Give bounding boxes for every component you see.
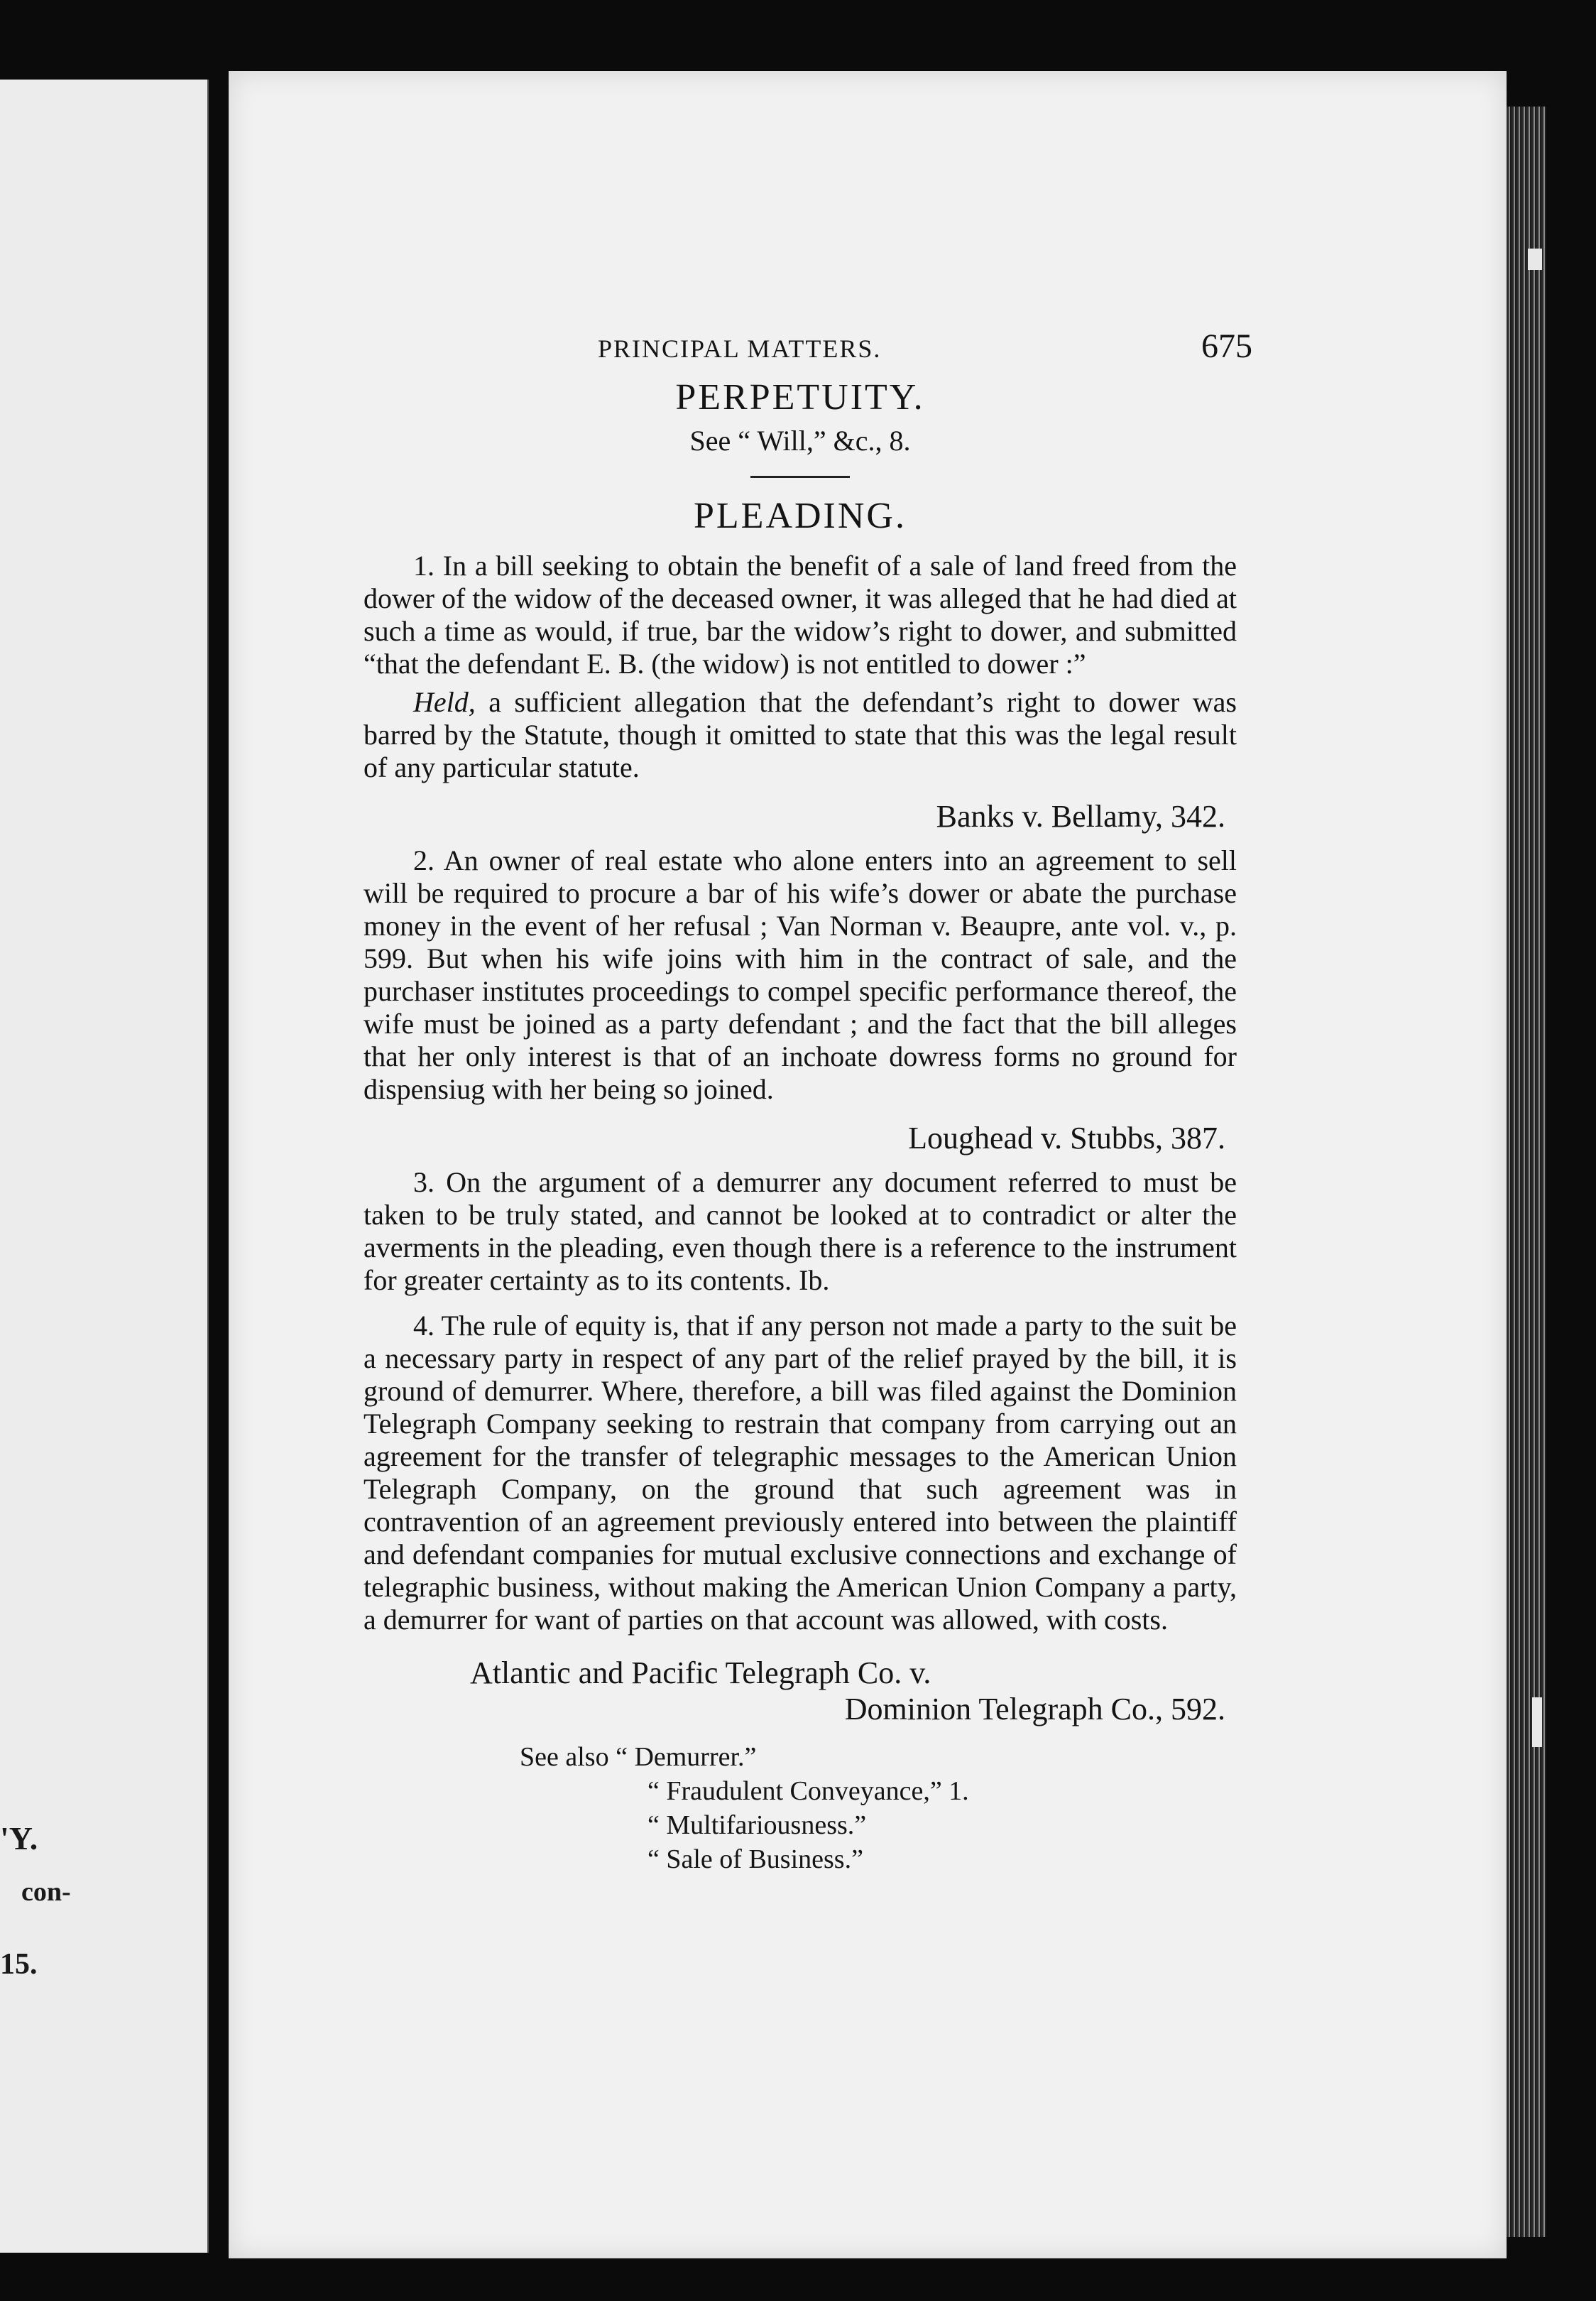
case-citation-1: Banks v. Bellamy, 342. <box>936 799 1225 834</box>
pleading-paragraph-4: 4. The rule of equity is, that if any person not made a party to the suit be a necessary party in respect of any part of the relief prayed by the bill, it is ground of demurrer. Where, therefore, a bill was filed against the Dominion Telegraph Company seeking to restrain that company from carrying out an agreement for the transfer of telegraphic messages to the American Union Telegraph Company, on the ground that such agreement was in contravention of an agreement previously entered into between the plaintiff and defendant companies for mutual exclusive connections and exchange of telegraphic business, without making the American Union Company a party, a demurrer for want of parties on that account was allowed, with costs. <box>364 1310 1237 1636</box>
edge-mark <box>1532 1697 1542 1747</box>
previous-page-edge <box>0 80 209 2253</box>
page-content <box>364 327 1252 1876</box>
edge-mark <box>1528 249 1542 270</box>
perpetuity-see-reference: See “ Will,” &c., 8. <box>689 425 911 457</box>
see-also-list <box>364 1740 1237 1876</box>
left-page-fragment: 'Y. <box>0 1820 38 1856</box>
section-title-perpetuity: PERPETUITY. <box>675 377 925 418</box>
see-also-item: “ Sale of Business.” <box>647 1844 863 1874</box>
case-citation-4-line-2: Dominion Telegraph Co., 592. <box>844 1692 1225 1726</box>
case-citation-4 <box>364 1655 1237 1727</box>
section-title-pleading: PLEADING. <box>694 496 907 536</box>
left-page-fragment: 15. <box>0 1948 38 1981</box>
case-citation-2: Loughead v. Stubbs, 387. <box>908 1121 1225 1155</box>
see-also-item: “ Multifariousness.” <box>647 1810 867 1840</box>
see-also-item: “ Fraudulent Conveyance,” 1. <box>647 1776 969 1806</box>
section-divider <box>750 476 850 478</box>
left-page-fragment: con- <box>21 1877 71 1907</box>
book-page <box>229 71 1507 2258</box>
case-citation-4-line-1: Atlantic and Pacific Telegraph Co. v. <box>470 1655 931 1690</box>
running-head <box>364 327 1252 376</box>
pleading-paragraph-1-held <box>364 686 1237 784</box>
pleading-paragraph-3: 3. On the argument of a demurrer any document referred to must be taken to be truly stated, and cannot be looked at to contradict or alter the averments in the pleading, even though there is a reference to the instrument for greater certainty as to its contents. Ib. <box>364 1166 1237 1296</box>
held-word: Held, <box>413 686 476 718</box>
pleading-paragraph-2: 2. An owner of real estate who alone enters into an agreement to sell will be required to procure a bar of his wife’s dower or abate the purchase money in the event of her refusal ; Van Norman v. Beaupre, ante vol. v., p. 599. But when his wife joins with him in the contract of sale, and the purchaser institutes proceedings to compel specific performance thereof, the wife must be joined as a party defendant ; and the fact that the bill alleges that her only interest is that of an inchoate dowress forms no ground for dispensiug with her being so joined. <box>364 844 1237 1105</box>
running-title: PRINCIPAL MATTERS. <box>598 334 882 363</box>
see-also-item: See also “ Demurrer.” <box>520 1742 757 1772</box>
page-number: 675 <box>1201 327 1252 365</box>
pleading-paragraph-1: 1. In a bill seeking to obtain the benefit of a sale of land freed from the dower of the widow of the deceased owner, it was alleged that he had died at such a time as would, if true, bar the widow’s right to dower, and submitted “that the defendant E. B. (the widow) is not entitled to dower :” <box>364 550 1237 680</box>
held-text: a sufficient allegation that the defendant’s right to dower was barred by the Statute, though it omitted to state that this was the legal result of any particular statute. <box>364 686 1237 783</box>
spacer <box>364 1297 1237 1310</box>
